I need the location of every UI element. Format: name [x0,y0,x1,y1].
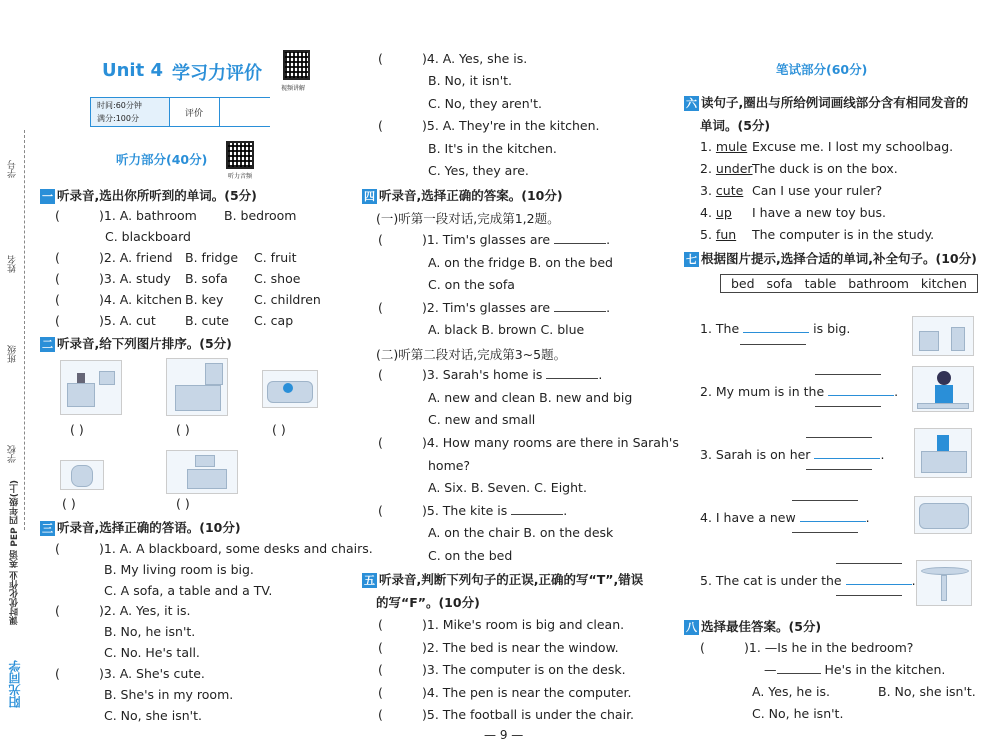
s5-item-1: ( )1. Mike's room is big and clean. [378,617,625,632]
s4-q1-opts: A. on the fridge B. on the bed [428,255,613,270]
info-box [90,97,270,127]
picture-bedroom [166,450,238,494]
s2-paren-5[interactable]: ( ) [176,496,190,511]
section-1-title: 一 听录音,选出你所听到的单词。(5分) [42,188,257,203]
qr-caption-audio: 听力音频 [228,173,253,180]
s7-blank-3[interactable] [814,458,880,459]
s7-item-2: 2. My mum is in the . [700,384,899,399]
s6-sentence-3: Can I use your ruler? [752,183,883,198]
word-bank: bed sofa table bathroom kitchen [720,274,978,293]
picture-living-room [60,360,122,415]
s4-q5: ( )5. The kite is . [378,503,568,518]
listening-title: 听力部分(40分) [116,152,208,167]
s4-q3: ( )3. Sarah's home is . [378,367,603,382]
picture-bed [914,428,972,478]
s3-item-2: ( )2. A. Yes, it is. [55,603,191,618]
s4-q3-opts: A. new and clean B. new and big [428,390,633,405]
picture-table-cat [916,560,972,606]
s2-paren-4[interactable]: ( ) [62,496,76,511]
s4-q5-c: C. on the bed [428,548,513,563]
margin-label-student-id: 学号 [8,160,18,178]
margin-label-class: 班级 [8,345,18,363]
picture-bathroom [912,316,974,356]
section-8-title: 八 选择最佳答案。(5分) [686,619,822,634]
book-info: 课时优化作业 英语 PEP 四年级(上) [10,480,20,625]
s1-row-2-c: C. fruit [254,250,297,265]
s1-row-1-b: B. bedroom [224,208,297,223]
s1-row-5-c: C. cap [254,313,294,328]
s3-item-5-b: B. It's in the kitchen. [428,141,557,156]
s1-row-3: ( )3. A. study [55,271,171,286]
s6-item-5: 5. fun [700,227,737,242]
picture-new-sofa [914,496,972,534]
s7-item-1: 1. The is big. [700,321,851,336]
s8-reply: — He's in the kitchen. [764,662,946,677]
s1-row-1: ( )1. A. bathroom [55,208,197,223]
qr-caption-video: 视频讲解 [281,85,306,92]
section-6-title: 六 读句子,圈出与所给例词画线部分含有相同发音的 [686,95,969,110]
page-title: 学习力评价 [172,63,262,84]
s6-sentence-2: The duck is on the box. [752,161,898,176]
s6-item-1: 1. mule [700,139,748,154]
section-2-title: 二 听录音,给下列图片排序。(5分) [42,336,232,351]
s2-paren-1[interactable]: ( ) [70,422,84,437]
s7-blank-5[interactable] [846,584,912,585]
s8-option-a: A. Yes, he is. [752,684,830,699]
s1-row-5-b: B. cute [185,313,229,328]
s6-sentence-5: The computer is in the study. [752,227,935,242]
section-7-title: 七 根据图片提示,选择合适的单词,补全句子。(10分) [686,251,977,266]
s3-item-4: ( )4. A. Yes, she is. [378,51,528,66]
s2-paren-3[interactable]: ( ) [272,422,286,437]
s4-part-2: (二)听第二段对话,完成第3~5题。 [376,347,567,362]
qr-code-video[interactable] [283,50,310,80]
picture-toilet [60,460,104,490]
s8-question: ( )1. —Is he in the bedroom? [700,640,914,655]
info-time: 时间:60分钟 [97,101,142,110]
s3-item-5: ( )5. A. They're in the kitchen. [378,118,600,133]
s3-item-1-b: B. My living room is big. [104,562,254,577]
picture-mum-kitchen [912,366,974,412]
s1-row-4-b: B. key [185,292,224,307]
cut-line [24,130,25,530]
s7-blank-2[interactable] [828,395,894,396]
s6-item-3: 3. cute [700,183,744,198]
s5-item-2: ( )2. The bed is near the window. [378,640,619,655]
picture-kitchen [166,358,228,416]
s1-row-4: ( )4. A. kitchen [55,292,183,307]
s3-item-1-c: C. A sofa, a table and a TV. [104,583,273,598]
picture-sofa [262,370,318,408]
s6-sentence-1: Excuse me. I lost my schoolbag. [752,139,954,154]
s5-item-3: ( )3. The computer is on the desk. [378,662,626,677]
page-number: — 9 — [484,728,524,742]
s3-item-4-b: B. No, it isn't. [428,73,513,88]
s1-row-2-b: B. fridge [185,250,239,265]
s6-item-4: 4. up [700,205,732,220]
s6-item-2: 2. under [700,161,753,176]
s1-row-5: ( )5. A. cut [55,313,156,328]
s4-q2: ( )2. Tim's glasses are . [378,300,611,315]
s3-item-5-c: C. Yes, they are. [428,163,529,178]
s3-item-4-c: C. No, they aren't. [428,96,542,111]
s5-item-4: ( )4. The pen is near the computer. [378,685,632,700]
s3-item-1: ( )1. A. A blackboard, some desks and chairs. [55,541,373,556]
brand-logo: 阳光同学 [8,660,22,708]
s4-q3-c: C. new and small [428,412,536,427]
s2-paren-2[interactable]: ( ) [176,422,190,437]
s3-item-3-b: B. She's in my room. [104,687,234,702]
s5-item-5: ( )5. The football is under the chair. [378,707,635,722]
unit-label: Unit 4 [102,60,163,81]
section-5-title-2: 的写“F”。(10分) [376,595,480,610]
margin-label-name: 姓名 [8,255,18,273]
s1-row-3-b: B. sofa [185,271,228,286]
s4-q5-opts: A. on the chair B. on the desk [428,525,614,540]
s1-row-3-c: C. shoe [254,271,301,286]
s4-q1-c: C. on the sofa [428,277,515,292]
section-5-title: 五 听录音,判断下列句子的正误,正确的写“T”,错误 [364,572,644,587]
s3-item-2-b: B. No, he isn't. [104,624,196,639]
section-4-title: 四 听录音,选择正确的答案。(10分) [364,188,563,203]
s6-sentence-4: I have a new toy bus. [752,205,887,220]
s1-row-2: ( )2. A. friend [55,250,173,265]
writing-title: 笔试部分(60分) [776,62,868,77]
s1-row-4-c: C. children [254,292,321,307]
s7-item-5: 5. The cat is under the . [700,573,916,588]
qr-code-audio[interactable] [226,141,254,169]
s3-item-3: ( )3. A. She's cute. [55,666,205,681]
section-6-title-2: 单词。(5分) [700,118,771,133]
s4-q2-opts: A. black B. brown C. blue [428,322,585,337]
s4-q4: ( )4. How many rooms are there in Sarah's [378,435,679,450]
s4-q1: ( )1. Tim's glasses are . [378,232,611,247]
s7-item-4: 4. I have a new . [700,510,870,525]
s3-item-3-c: C. No, she isn't. [104,708,202,723]
s4-part-1: (一)听第一段对话,完成第1,2题。 [376,211,560,226]
s1-row-1-c: C. blackboard [105,229,191,244]
margin-label-school: 学校 [8,445,18,463]
s7-blank-1[interactable] [743,332,809,333]
s7-blank-4[interactable] [800,521,866,522]
s3-item-2-c: C. No. He's tall. [104,645,200,660]
s4-q4-opts: A. Six. B. Seven. C. Eight. [428,480,587,495]
s7-item-3: 3. Sarah is on her . [700,447,885,462]
s8-option-b: B. No, she isn't. [878,684,976,699]
s4-q4-line2: home? [428,458,471,473]
s8-option-c: C. No, he isn't. [752,706,844,721]
info-eval: 评价 [185,109,204,119]
info-score: 满分:100分 [97,114,139,123]
section-3-title: 三 听录音,选择正确的答语。(10分) [42,520,241,535]
